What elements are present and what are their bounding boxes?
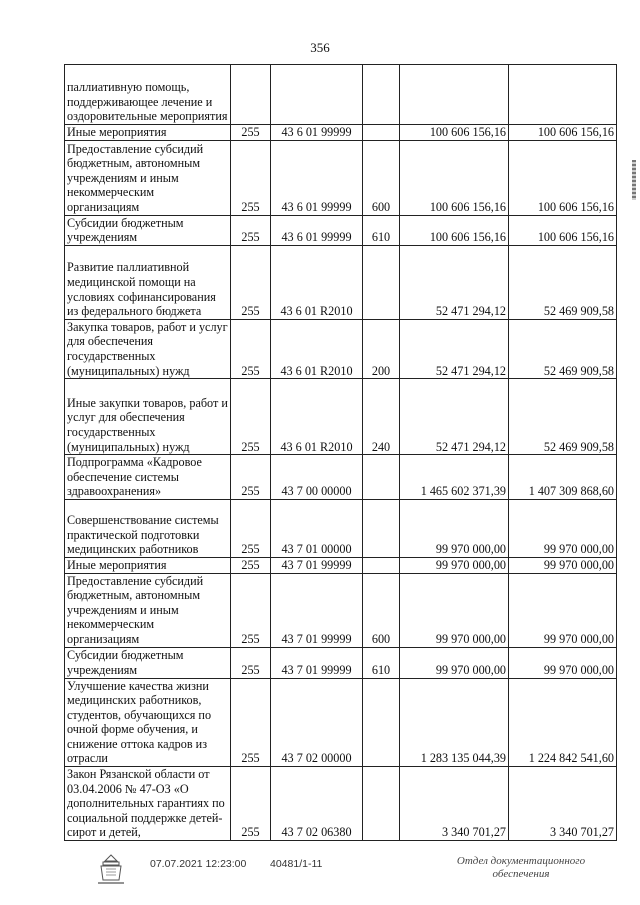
cell-name: Предоставление субсидий бюджетным, автономным учреждениям и иным некоммерческим организациям — [65, 573, 231, 647]
cell-csr: 43 7 00 00000 — [271, 455, 363, 500]
cell-sum1: 100 606 156,16 — [400, 125, 509, 141]
cell-vr: 600 — [363, 573, 400, 647]
budget-table-body — [65, 65, 617, 841]
cell-sum2: 100 606 156,16 — [509, 140, 617, 215]
table-row — [65, 245, 617, 319]
cell-name: Предоставление субсидий бюджетным, автономным учреждениям и иным некоммерческим организациям — [65, 140, 231, 215]
cell-code: 255 — [231, 379, 271, 455]
cell-code: 255 — [231, 140, 271, 215]
cell-sum2: 99 970 000,00 — [509, 647, 617, 678]
stamp-date: 07.07.2021 12:23:00 — [150, 858, 247, 870]
cell-csr: 43 7 01 99999 — [271, 557, 363, 573]
stamp-doc-number: 40481/1-11 — [270, 858, 323, 870]
table-row — [65, 455, 617, 500]
cell-code: 255 — [231, 647, 271, 678]
cell-sum1 — [400, 65, 509, 125]
cell-code: 255 — [231, 215, 271, 245]
cell-sum2: 3 340 701,27 — [509, 767, 617, 841]
cell-sum2: 100 606 156,16 — [509, 125, 617, 141]
cell-vr — [363, 125, 400, 141]
stamp-office-line1: Отдел документационного — [456, 855, 586, 867]
table-row — [65, 379, 617, 455]
cell-sum1: 100 606 156,16 — [400, 140, 509, 215]
cell-csr: 43 6 01 99999 — [271, 125, 363, 141]
cell-vr: 610 — [363, 215, 400, 245]
table-row — [65, 557, 617, 573]
cell-sum1: 99 970 000,00 — [400, 499, 509, 557]
cell-vr — [363, 65, 400, 125]
cell-vr: 200 — [363, 319, 400, 378]
cell-code: 255 — [231, 573, 271, 647]
table-row — [65, 678, 617, 767]
cell-name: Иные мероприятия — [65, 125, 231, 141]
cell-code: 255 — [231, 678, 271, 767]
cell-csr: 43 6 01 99999 — [271, 215, 363, 245]
cell-csr: 43 7 02 00000 — [271, 678, 363, 767]
coat-of-arms-icon — [94, 853, 128, 887]
cell-code: 255 — [231, 767, 271, 841]
cell-name: Субсидии бюджетным учреждениям — [65, 215, 231, 245]
cell-code: 255 — [231, 499, 271, 557]
cell-csr: 43 7 02 06380 — [271, 767, 363, 841]
cell-code: 255 — [231, 557, 271, 573]
cell-vr: 600 — [363, 140, 400, 215]
cell-name: Улучшение качества жизни медицинских работников, студентов, обучающихся по очной форме обучения, и снижение оттока кадров из отрасли — [65, 678, 231, 767]
cell-vr — [363, 557, 400, 573]
cell-name: Иные мероприятия — [65, 557, 231, 573]
cell-name: Развитие паллиативной медицинской помощи на условиях софинансирования из федерального бюджета — [65, 245, 231, 319]
cell-vr — [363, 499, 400, 557]
cell-name: Субсидии бюджетным учреждениям — [65, 647, 231, 678]
cell-sum2: 99 970 000,00 — [509, 499, 617, 557]
cell-sum2: 99 970 000,00 — [509, 557, 617, 573]
cell-sum1: 100 606 156,16 — [400, 215, 509, 245]
cell-sum1: 99 970 000,00 — [400, 647, 509, 678]
document-footer — [0, 856, 640, 901]
cell-csr: 43 7 01 99999 — [271, 647, 363, 678]
cell-sum2: 1 407 309 868,60 — [509, 455, 617, 500]
cell-sum1: 1 465 602 371,39 — [400, 455, 509, 500]
cell-name: Закон Рязанской области от 03.04.2006 № 47-ОЗ «О дополнительных гарантиях по социальной поддержке детей-сирот и детей, — [65, 767, 231, 841]
table-row — [65, 125, 617, 141]
table-row — [65, 499, 617, 557]
stamp-office — [446, 855, 596, 881]
cell-csr: 43 6 01 99999 — [271, 140, 363, 215]
cell-vr: 240 — [363, 379, 400, 455]
cell-csr: 43 6 01 R2010 — [271, 379, 363, 455]
cell-name: Закупка товаров, работ и услуг для обеспечения государственных (муниципальных) нужд — [65, 319, 231, 378]
cell-sum1: 52 471 294,12 — [400, 245, 509, 319]
cell-code: 255 — [231, 245, 271, 319]
cell-name: Подпрограмма «Кадровое обеспечение системы здравоохранения» — [65, 455, 231, 500]
cell-vr — [363, 245, 400, 319]
cell-sum2: 52 469 909,58 — [509, 245, 617, 319]
table-row — [65, 573, 617, 647]
cell-vr — [363, 767, 400, 841]
edge-scan-mark — [632, 160, 636, 200]
cell-sum1: 52 471 294,12 — [400, 319, 509, 378]
cell-sum1: 52 471 294,12 — [400, 379, 509, 455]
cell-sum1: 99 970 000,00 — [400, 557, 509, 573]
cell-csr: 43 7 01 99999 — [271, 573, 363, 647]
cell-code: 255 — [231, 319, 271, 378]
cell-code — [231, 65, 271, 125]
cell-vr — [363, 455, 400, 500]
table-row — [65, 647, 617, 678]
cell-csr: 43 6 01 R2010 — [271, 245, 363, 319]
cell-sum2: 52 469 909,58 — [509, 319, 617, 378]
page-number: 356 — [310, 40, 330, 55]
cell-vr — [363, 678, 400, 767]
cell-name: паллиативную помощь, поддерживающее лечение и оздоровительные мероприятия — [65, 65, 231, 125]
cell-sum1: 1 283 135 044,39 — [400, 678, 509, 767]
cell-name: Совершенствование системы практической подготовки медицинских работников — [65, 499, 231, 557]
table-row — [65, 140, 617, 215]
cell-name: Иные закупки товаров, работ и услуг для обеспечения государственных (муниципальных) нужд — [65, 379, 231, 455]
cell-code: 255 — [231, 455, 271, 500]
cell-sum2: 52 469 909,58 — [509, 379, 617, 455]
table-row — [65, 65, 617, 125]
cell-vr: 610 — [363, 647, 400, 678]
cell-sum2: 1 224 842 541,60 — [509, 678, 617, 767]
stamp-office-line2: обеспечения — [492, 868, 550, 880]
cell-sum2: 100 606 156,16 — [509, 215, 617, 245]
cell-code: 255 — [231, 125, 271, 141]
cell-sum1: 99 970 000,00 — [400, 573, 509, 647]
table-row — [65, 319, 617, 378]
budget-table — [64, 64, 617, 841]
table-row — [65, 767, 617, 841]
cell-csr — [271, 65, 363, 125]
table-row — [65, 215, 617, 245]
cell-sum2: 99 970 000,00 — [509, 573, 617, 647]
cell-csr: 43 6 01 R2010 — [271, 319, 363, 378]
cell-csr: 43 7 01 00000 — [271, 499, 363, 557]
cell-sum1: 3 340 701,27 — [400, 767, 509, 841]
cell-sum2 — [509, 65, 617, 125]
